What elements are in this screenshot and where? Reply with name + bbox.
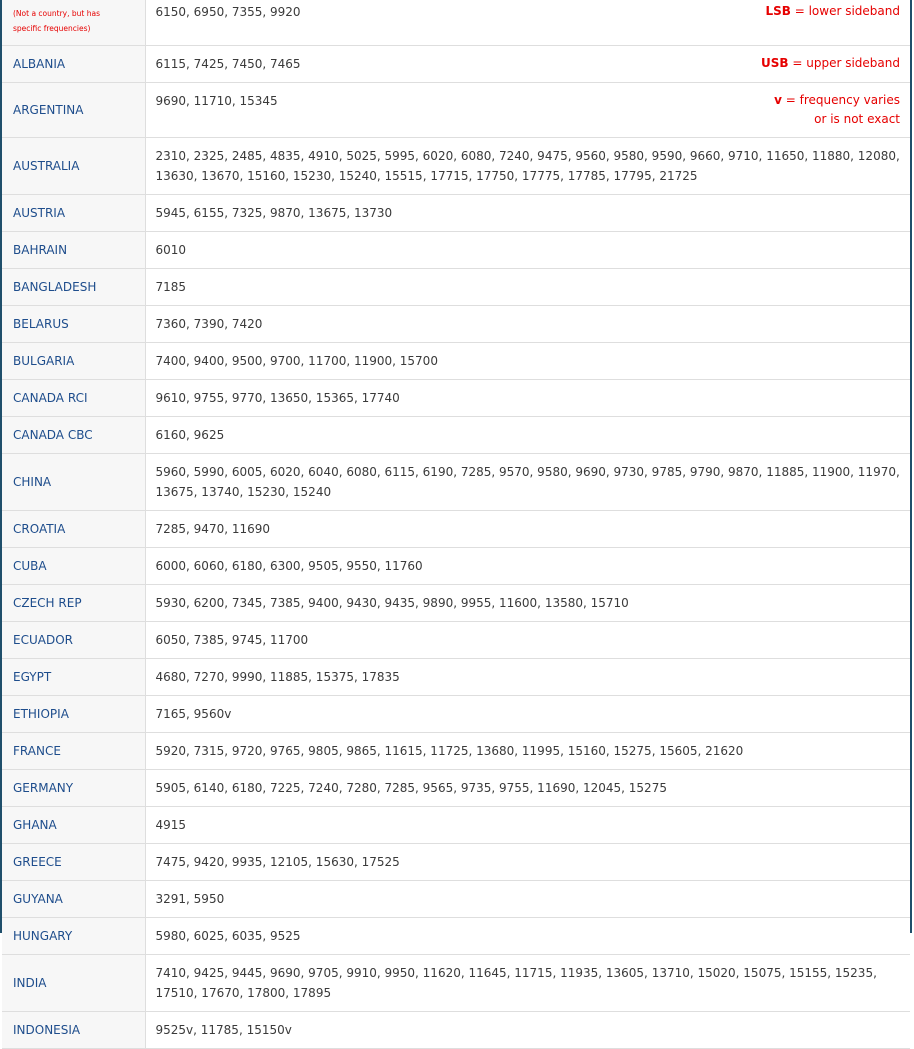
frequencies-cell: 4915 — [145, 807, 910, 844]
table-row — [2, 696, 910, 733]
frequencies-cell: 7165, 9560v — [145, 696, 910, 733]
frequencies-cell: 7475, 9420, 9935, 12105, 15630, 17525 — [145, 844, 910, 881]
country-cell: CANADA RCI — [2, 380, 145, 417]
country-cell: ARGENTINA — [2, 83, 145, 138]
frequencies-cell: 3291, 5950 — [145, 881, 910, 918]
frequencies-text: 9690, 11710, 15345 — [155, 94, 278, 108]
table-row — [2, 548, 910, 585]
frequencies-cell — [145, 0, 910, 46]
frequencies-cell: 6050, 7385, 9745, 11700 — [145, 622, 910, 659]
frequency-table — [2, 0, 910, 1049]
table-row — [2, 195, 910, 232]
table-row — [2, 770, 910, 807]
frequencies-cell: 6160, 9625 — [145, 417, 910, 454]
legend-abbr: LSB — [765, 4, 791, 18]
frequencies-cell — [145, 83, 910, 138]
country-cell: GUYANA — [2, 881, 145, 918]
frequencies-cell: 6010 — [145, 232, 910, 269]
country-cell: CZECH REP — [2, 585, 145, 622]
legend-lsb — [765, 2, 900, 21]
frequencies-cell — [145, 46, 910, 83]
table-row — [2, 232, 910, 269]
table-row — [2, 46, 910, 83]
note-line: (Not a country, but has — [13, 8, 100, 18]
country-cell: BELARUS — [2, 306, 145, 343]
country-cell: EGYPT — [2, 659, 145, 696]
country-cell: BAHRAIN — [2, 232, 145, 269]
table-row — [2, 454, 910, 511]
frequencies-cell: 9610, 9755, 9770, 13650, 15365, 17740 — [145, 380, 910, 417]
table-row — [2, 585, 910, 622]
frequencies-cell: 5945, 6155, 7325, 9870, 13675, 13730 — [145, 195, 910, 232]
legend-v — [774, 91, 900, 129]
frequencies-cell: 7285, 9470, 11690 — [145, 511, 910, 548]
legend-text: = upper sideband — [792, 56, 900, 70]
country-cell: INDIA — [2, 955, 145, 1012]
table-row — [2, 622, 910, 659]
table-row — [2, 269, 910, 306]
table-row — [2, 83, 910, 138]
table-row — [2, 881, 910, 918]
country-cell: CUBA — [2, 548, 145, 585]
table-row — [2, 306, 910, 343]
legend-text: = frequency varies — [785, 93, 900, 107]
country-cell — [2, 0, 145, 46]
frequencies-text: 6115, 7425, 7450, 7465 — [155, 57, 301, 71]
country-cell: GHANA — [2, 807, 145, 844]
country-cell: BULGARIA — [2, 343, 145, 380]
country-cell: AUSTRALIA — [2, 138, 145, 195]
frequencies-cell: 4680, 7270, 9990, 11885, 15375, 17835 — [145, 659, 910, 696]
frequencies-cell: 7360, 7390, 7420 — [145, 306, 910, 343]
legend-text: = lower sideband — [794, 4, 900, 18]
country-cell: ETHIOPIA — [2, 696, 145, 733]
country-cell: CHINA — [2, 454, 145, 511]
country-cell: BANGLADESH — [2, 269, 145, 306]
table-row — [2, 844, 910, 881]
frequencies-cell: 7185 — [145, 269, 910, 306]
country-cell: ECUADOR — [2, 622, 145, 659]
frequencies-text: 6150, 6950, 7355, 9920 — [155, 5, 301, 19]
table-row — [2, 0, 910, 46]
country-cell: INDONESIA — [2, 1012, 145, 1049]
legend-abbr: v — [774, 93, 782, 107]
frequencies-cell: 7400, 9400, 9500, 9700, 11700, 11900, 15700 — [145, 343, 910, 380]
frequencies-cell: 5980, 6025, 6035, 9525 — [145, 918, 910, 955]
frequencies-cell: 5920, 7315, 9720, 9765, 9805, 9865, 11615, 11725, 13680, 11995, 15160, 15275, 15605, 21620 — [145, 733, 910, 770]
country-cell: GERMANY — [2, 770, 145, 807]
frequencies-cell: 5960, 5990, 6005, 6020, 6040, 6080, 6115, 6190, 7285, 9570, 9580, 9690, 9730, 9785, 9790, 9870, 11885, 11900, 11970, 13675, 13740, 15230, 15240 — [145, 454, 910, 511]
table-row — [2, 955, 910, 1012]
table-row — [2, 417, 910, 454]
legend-usb — [761, 54, 900, 73]
frequencies-cell: 7410, 9425, 9445, 9690, 9705, 9910, 9950, 11620, 11645, 11715, 11935, 13605, 13710, 15020, 15075, 15155, 15235, 17510, 17670, 17800, 17895 — [145, 955, 910, 1012]
country-cell: GREECE — [2, 844, 145, 881]
frequencies-cell: 9525v, 11785, 15150v — [145, 1012, 910, 1049]
country-cell: CANADA CBC — [2, 417, 145, 454]
table-row — [2, 343, 910, 380]
country-cell: CROATIA — [2, 511, 145, 548]
table-row — [2, 511, 910, 548]
table-row — [2, 1012, 910, 1049]
table-row — [2, 659, 910, 696]
table-row — [2, 807, 910, 844]
frequencies-cell: 5905, 6140, 6180, 7225, 7240, 7280, 7285, 9565, 9735, 9755, 11690, 12045, 15275 — [145, 770, 910, 807]
frequencies-cell: 6000, 6060, 6180, 6300, 9505, 9550, 11760 — [145, 548, 910, 585]
country-cell: AUSTRIA — [2, 195, 145, 232]
note-line: specific frequencies) — [13, 23, 91, 33]
country-cell: ALBANIA — [2, 46, 145, 83]
legend-abbr: USB — [761, 56, 789, 70]
table-row — [2, 380, 910, 417]
table-row — [2, 918, 910, 955]
country-cell: FRANCE — [2, 733, 145, 770]
legend-text: or is not exact — [814, 112, 900, 126]
frequencies-cell: 5930, 6200, 7345, 7385, 9400, 9430, 9435, 9890, 9955, 11600, 13580, 15710 — [145, 585, 910, 622]
frequencies-cell: 2310, 2325, 2485, 4835, 4910, 5025, 5995, 6020, 6080, 7240, 9475, 9560, 9580, 9590, 9660, 9710, 11650, 11880, 12080, 13630, 13670, 15160, 15230, 15240, 15515, 17715, 17750, 17775, 17785, 17795, 21725 — [145, 138, 910, 195]
table-row — [2, 733, 910, 770]
table-row — [2, 138, 910, 195]
country-cell: HUNGARY — [2, 918, 145, 955]
